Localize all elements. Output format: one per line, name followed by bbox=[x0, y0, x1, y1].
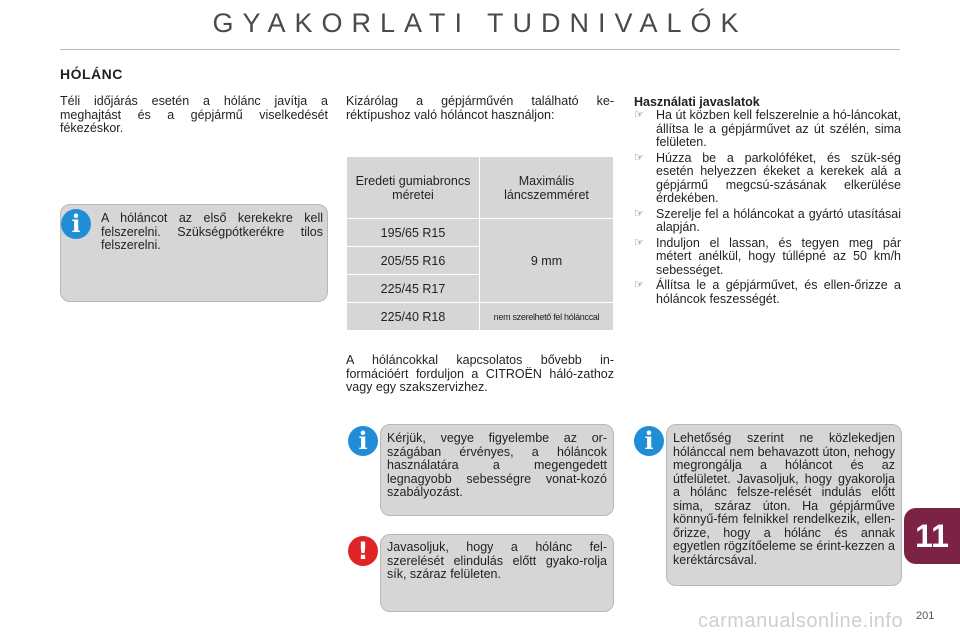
page-number: 201 bbox=[916, 610, 935, 622]
table-cell-tyre: 225/40 R18 bbox=[347, 303, 480, 331]
page-header-title: GYAKORLATI TUDNIVALÓK bbox=[212, 8, 748, 38]
table-cell-tyre: 195/65 R15 bbox=[347, 219, 480, 247]
usage-intro-paragraph: Kizárólag a gépjárművén található ke-réktípushoz való hóláncot használjon: bbox=[346, 94, 614, 122]
list-item-text: Szerelje fel a hóláncokat a gyártó utasításai alapján. bbox=[656, 206, 901, 234]
list-item bbox=[634, 109, 901, 150]
note-road-wheels-text: Lehetőség szerint ne közlekedjen hólánccal nem behavazott úton, nehogy megrongálja a hóláncot és az útfelületet. Javasoljuk, hogy gyakorolja a hólánc felsze-relését indulás előtt sima, száraz úton. Ha gépjárműve könnyű-fém felnikkel rendelkezik, ellen-őrizze, hogy a hólánc és annak egyetlen rögzítőeleme se érint-kezzen a keréktárcsával. bbox=[673, 431, 895, 567]
warning-practice-text: Javasoljuk, hogy a hólánc fel-szerelését elindulás előtt gyako-rolja sík, száraz felületen. bbox=[387, 540, 607, 581]
table-header-max-link: Maximális láncszemméret bbox=[480, 157, 614, 219]
table-header-row bbox=[347, 157, 614, 219]
list-item-text: Állítsa le a gépjárművet, és ellen-őrizze a hóláncok feszességét. bbox=[656, 278, 901, 306]
table-cell-tyre: 225/45 R17 bbox=[347, 275, 480, 303]
watermark: carmanualsonline.info bbox=[698, 610, 904, 632]
arrow-bullet-icon: ☞ bbox=[634, 207, 644, 220]
more-info-paragraph: A hóláncokkal kapcsolatos bővebb in-formációért forduljon a CITROËN háló-zathoz vagy egy szakszervizhez. bbox=[346, 353, 614, 394]
intro-paragraph: Téli időjárás esetén a hólánc javítja a meghajtást és a gépjármű viselkedését fékezéskor. bbox=[60, 94, 328, 135]
table-cell-tyre: 205/55 R16 bbox=[347, 247, 480, 275]
info-icon: i bbox=[348, 426, 378, 456]
list-item-text: Ha út közben kell felszerelnie a hó-láncokat, állítsa le a gépjárművet az út szélén, sima felületen. bbox=[656, 108, 901, 149]
header-divider bbox=[60, 49, 900, 50]
note-front-wheels-text: A hóláncot az első kerekekre kell felszerelni. Szükségpótkerékre tilos felszerelni. bbox=[101, 211, 323, 252]
table-row bbox=[347, 219, 614, 247]
snow-chain-table bbox=[346, 156, 614, 331]
info-icon: i bbox=[61, 209, 91, 239]
list-item-text: Induljon el lassan, és tegyen meg pár métert anélkül, hogy túllépné az 50 km/h sebességet. bbox=[656, 235, 901, 277]
table-header-tyre-size: Eredeti gumiabroncs méretei bbox=[347, 157, 480, 219]
arrow-bullet-icon: ☞ bbox=[634, 236, 644, 249]
list-item-text: Húzza be a parkolóféket, és szük-ség esetén helyezzen ékeket a kerekek alá a gépjármű megcsú-szásának elkerülése érdekében. bbox=[656, 150, 901, 205]
note-road-wheels bbox=[644, 424, 902, 586]
info-icon: i bbox=[634, 426, 664, 456]
list-item bbox=[634, 208, 901, 235]
table-cell-not-fittable: nem szerelhető fel hólánccal bbox=[480, 303, 614, 331]
list-item bbox=[634, 279, 901, 306]
arrow-bullet-icon: ☞ bbox=[634, 109, 644, 121]
tips-list bbox=[634, 109, 901, 308]
arrow-bullet-icon: ☞ bbox=[634, 279, 644, 291]
arrow-bullet-icon: ☞ bbox=[634, 151, 644, 164]
table-row bbox=[347, 303, 614, 331]
note-regulations bbox=[358, 424, 614, 516]
list-item bbox=[634, 237, 901, 278]
warning-icon: ! bbox=[348, 536, 378, 566]
note-regulations-text: Kérjük, vegye figyelembe az or-szágában érvényes, a hóláncok használatára a megengedett legnagyobb sebességre vonat-kozó szabályozást. bbox=[387, 431, 607, 499]
list-item bbox=[634, 152, 901, 206]
warning-practice bbox=[357, 534, 614, 612]
table-cell-link-size: 9 mm bbox=[480, 219, 614, 303]
tips-title: Használati javaslatok bbox=[634, 95, 760, 109]
section-title: HÓLÁNC bbox=[60, 66, 123, 82]
chapter-tab: 11 bbox=[904, 508, 960, 564]
note-front-wheels bbox=[60, 204, 328, 302]
